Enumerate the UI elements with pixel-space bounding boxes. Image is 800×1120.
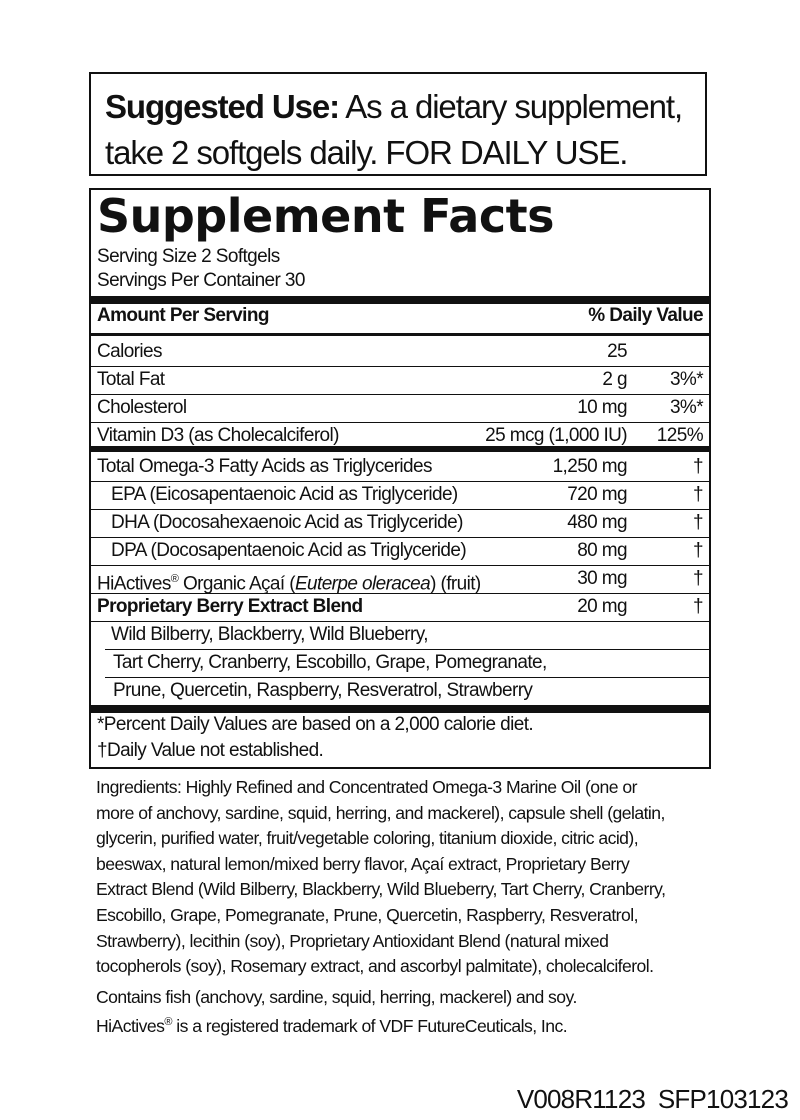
- trademark-brand: HiActives: [96, 1016, 165, 1036]
- nutrient-daily-value: †: [693, 596, 703, 617]
- header-rule: [91, 333, 709, 336]
- nutrient-daily-value: 3%*: [669, 369, 703, 390]
- nutrient-amount: 20 mg: [577, 596, 627, 617]
- nutrient-daily-value: †: [693, 512, 703, 533]
- blend-line-text: Tart Cherry, Cranberry, Escobillo, Grape, Pomegranate,: [113, 652, 547, 673]
- ingredients-line: more of anchovy, sardine, squid, herring, and mackerel), capsule shell (gelatin,: [96, 802, 665, 823]
- blend-line-text: Prune, Quercetin, Raspberry, Resveratrol, Strawberry: [113, 680, 533, 701]
- nutrient-name: EPA (Eicosapentaenoic Acid as Triglyceride): [111, 484, 458, 505]
- nutrient-amount: 1,250 mg: [552, 456, 627, 477]
- nutrient-name: DPA (Docosapentaenoic Acid as Triglyceride): [111, 540, 467, 561]
- blend-ingredient-line: [105, 649, 709, 678]
- nutrient-name: Vitamin D3 (as Cholecalciferol): [97, 425, 339, 446]
- registered-mark: ®: [164, 1016, 172, 1029]
- ingredients-line: glycerin, purified water, fruit/vegetable coloring, titanium dioxide, citric acid),: [96, 828, 639, 849]
- ingredients-line: Escobillo, Grape, Pomegranate, Prune, Quercetin, Raspberry, Resveratrol,: [96, 904, 638, 925]
- nutrient-row: [91, 509, 709, 538]
- nutrient-amount: 25: [607, 341, 627, 362]
- thick-rule-top: [91, 296, 709, 304]
- nutrient-daily-value: 3%*: [669, 397, 703, 418]
- amount-header: [97, 305, 703, 331]
- ingredients-line: Ingredients: Highly Refined and Concentrated Omega-3 Marine Oil (one or: [96, 777, 637, 797]
- ingredients-line: beeswax, natural lemon/mixed berry flavor, Açaí extract, Proprietary Berry: [96, 853, 630, 874]
- nutrient-name: DHA (Docosahexaenoic Acid as Triglyceride): [111, 512, 463, 533]
- nutrient-row: [91, 453, 709, 482]
- servings-per-container: Servings Per Container 30: [97, 270, 305, 291]
- nutrient-amount: 80 mg: [577, 540, 627, 561]
- thick-rule-mid: [91, 446, 709, 452]
- nutrient-amount: 2 g: [602, 369, 627, 390]
- ingredients-line: Strawberry), lecithin (soy), Proprietary Antioxidant Blend (natural mixed: [96, 930, 609, 951]
- nutrient-row: [91, 593, 709, 622]
- footnote-dagger: †Daily Value not established.: [97, 740, 324, 761]
- nutrient-name: Total Fat: [97, 369, 165, 390]
- suggested-use-line2: take 2 softgels daily. FOR DAILY USE.: [105, 134, 628, 171]
- brand-name: HiActives: [97, 573, 171, 595]
- nutrient-row: [91, 481, 709, 510]
- nutrient-row: [91, 394, 709, 423]
- nutrient-row: [91, 537, 709, 566]
- nutrient-daily-value: †: [693, 456, 703, 477]
- amount-per-serving-label: Amount Per Serving: [97, 305, 269, 326]
- nutrient-amount: 720 mg: [567, 484, 627, 505]
- suggested-use-box: [89, 72, 707, 176]
- nutrient-row: [91, 338, 709, 367]
- nutrient-name: Calories: [97, 341, 162, 362]
- allergen-statement: Contains fish (anchovy, sardine, squid, herring, mackerel) and soy.: [96, 987, 577, 1007]
- nutrient-amount: 10 mg: [577, 397, 627, 418]
- latin-name: Euterpe oleracea: [294, 573, 431, 595]
- nutrient-row: [91, 565, 709, 594]
- trademark-statement: [96, 1016, 567, 1037]
- nutrient-name: Total Omega-3 Fatty Acids as Triglycerides: [97, 456, 432, 477]
- thick-rule-bottom: [91, 705, 709, 713]
- ingredients-line: Extract Blend (Wild Bilberry, Blackberry, Wild Blueberry, Tart Cherry, Cranberry,: [96, 879, 666, 900]
- trademark-text: is a registered trademark of VDF FutureCeuticals, Inc.: [171, 1016, 568, 1036]
- nutrient-amount: 30 mg: [577, 568, 627, 589]
- nutrient-row: [91, 366, 709, 395]
- nutrient-daily-value: †: [693, 568, 703, 589]
- daily-value-label: % Daily Value: [588, 305, 703, 326]
- blend-line-text: Wild Bilberry, Blackberry, Wild Blueberry,: [111, 624, 428, 645]
- supplement-facts-panel: [89, 188, 711, 769]
- nutrient-name: Proprietary Berry Extract Blend: [97, 596, 363, 617]
- name-part: ) (fruit): [430, 573, 481, 595]
- footnote-percent: *Percent Daily Values are based on a 2,000 calorie diet.: [97, 714, 534, 735]
- nutrient-amount: 480 mg: [567, 512, 627, 533]
- serving-size: Serving Size 2 Softgels: [97, 246, 280, 267]
- product-code: V008R1123 SFP103123: [516, 1084, 788, 1114]
- name-part: Organic Açaí (: [178, 573, 295, 595]
- suggested-use-label: Suggested Use:: [105, 88, 339, 125]
- nutrient-amount: 25 mcg (1,000 IU): [485, 425, 627, 446]
- ingredients-line: tocopherols (soy), Rosemary extract, and ascorbyl palmitate), cholecalciferol.: [96, 956, 654, 977]
- ingredients-text: [96, 775, 711, 980]
- suggested-use-line1: As a dietary supplement,: [345, 88, 683, 125]
- nutrient-daily-value: †: [693, 540, 703, 561]
- facts-title: Supplement Facts: [97, 189, 554, 243]
- nutrient-name: Cholesterol: [97, 397, 187, 418]
- registered-mark: ®: [170, 573, 179, 585]
- nutrient-daily-value: †: [693, 484, 703, 505]
- nutrient-daily-value: 125%: [656, 425, 703, 446]
- blend-ingredient-line: [105, 621, 709, 650]
